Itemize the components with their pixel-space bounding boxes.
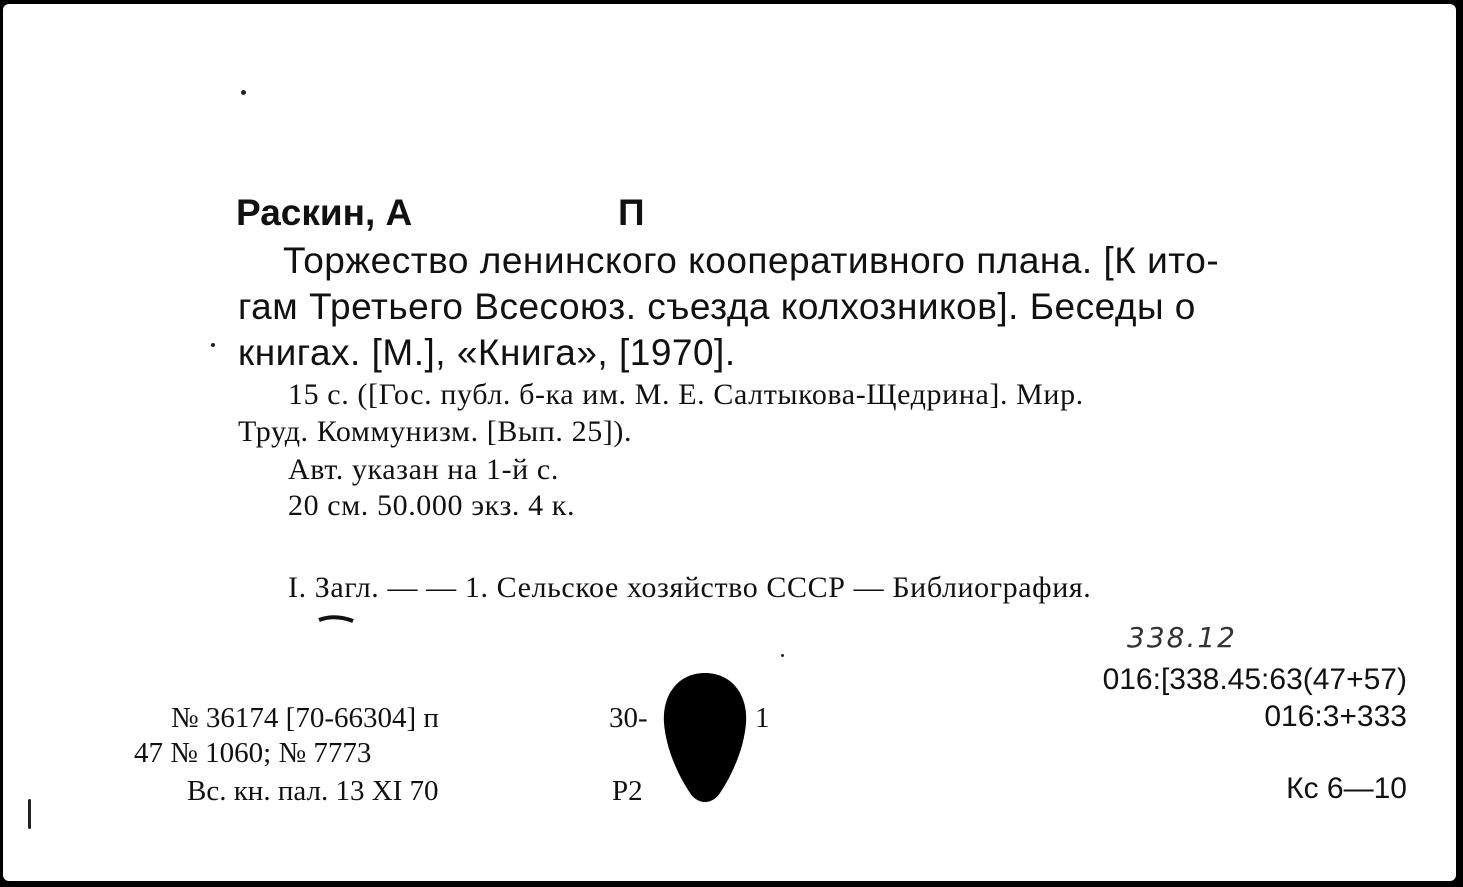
- udc-code: 016:[338.45:63(47+57): [1102, 663, 1407, 696]
- udc-code-2: 016:3+333: [1264, 700, 1407, 733]
- bbk-code: Кс 6—10: [1286, 772, 1407, 805]
- catalog-card: [3, 4, 1456, 881]
- speck: [211, 343, 215, 347]
- order-references: 47 № 1060; № 7773: [134, 737, 372, 769]
- speck: [781, 654, 784, 657]
- price-group: Р2: [612, 775, 643, 807]
- edge-mark: [28, 799, 31, 829]
- speck: [241, 90, 246, 95]
- author-heading: Раскин, А: [236, 192, 413, 233]
- handwritten-number: 338.12: [1127, 621, 1237, 654]
- title-line-3: книгах. [М.], «Книга», [1970].: [238, 332, 736, 373]
- author-marker: П: [618, 192, 645, 233]
- tracings: I. Загл. — — 1. Сельское хозяйство СССР — Библиография.: [288, 571, 1092, 604]
- note-size: 20 см. 50.000 экз. 4 к.: [288, 489, 576, 522]
- title-line-2: гам Третьего Всесоюз. съезда колхозников]. Беседы о: [238, 286, 1196, 327]
- underline-mark: [317, 612, 357, 626]
- chamber-imprint: Вс. кн. пал. 13 XI 70: [187, 775, 439, 807]
- order-number-start: 30-: [609, 702, 648, 734]
- collation-line-1: 15 с. ([Гос. публ. б-ка им. М. Е. Салтыкова-Щедрина]. Мир.: [288, 378, 1084, 411]
- ink-blot: [662, 671, 748, 803]
- title-line-1: Торжество ленинского кооперативного плана. [К ито-: [283, 240, 1220, 281]
- order-number-end: 1: [755, 702, 770, 734]
- collation-line-2: Труд. Коммунизм. [Вып. 25]).: [238, 415, 633, 448]
- registration-number: № 36174 [70-66304] п: [171, 702, 439, 734]
- note-author: Авт. указан на 1-й с.: [288, 453, 559, 486]
